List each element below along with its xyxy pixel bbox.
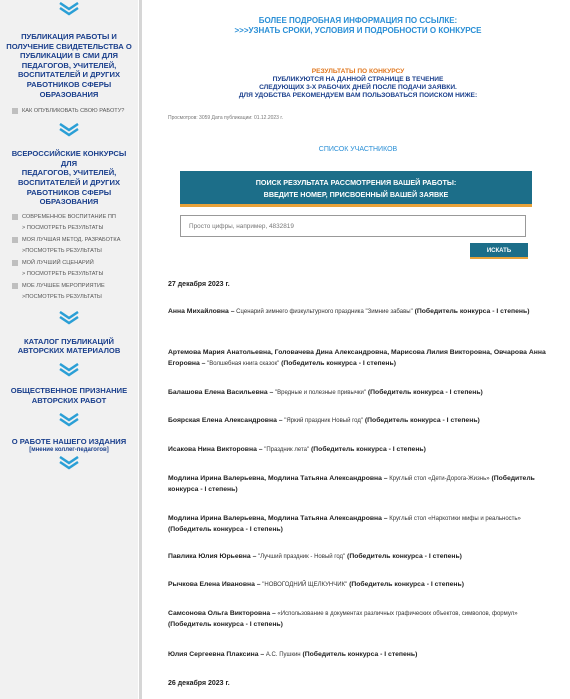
sidebar-results-link[interactable]: >ПОСМОТРЕТЬ РЕЗУЛЬТАТЫ xyxy=(22,293,102,300)
sidebar-results-link[interactable]: > ПОСМОТРЕТЬ РЕЗУЛЬТАТЫ xyxy=(22,224,104,231)
list-item: Артемова Мария Анатольевна, Головачева Дина Александровна, Марисова Лилия Викторовна, Овчарова Анна Егоровна – "Волшебная книга сказок" (Победитель конкурса - I степень) xyxy=(168,349,546,367)
sidebar-item-contest[interactable]: МОЯ ЛУЧШАЯ МЕТОД. РАЗРАБОТКА xyxy=(12,234,138,246)
chevron-down-icon xyxy=(58,2,80,16)
list-item: Самсонова Ольга Викторовна – «Использование в документах различных графических объектов, символов, формул» (Победитель конкурса - I степень) xyxy=(168,610,518,628)
page-stats: Просмотров: 3059 Дата публикации: 01.12.2023 г. xyxy=(168,115,283,121)
sidebar-item-contest[interactable]: МОЙ ЛУЧШИЙ СЦЕНАРИЙ xyxy=(12,257,138,269)
sidebar-contests-block[interactable]: ВСЕРОССИЙСКИЕ КОНКУРСЫ ДЛЯ ПЕДАГОГОВ, УЧИТЕЛЕЙ, ВОСПИТАТЕЛЕЙ И ДРУГИХ РАБОТНИКОВ СФЕРЫ ОБРАЗОВАНИЯ xyxy=(11,149,127,207)
sidebar-divider xyxy=(139,0,142,699)
date-heading: 26 декабря 2023 г. xyxy=(168,680,230,687)
sidebar-catalog-link[interactable]: КАТАЛОГ ПУБЛИКАЦИЙ АВТОРСКИХ МАТЕРИАЛОВ xyxy=(17,336,121,356)
sidebar xyxy=(0,0,138,699)
bullet-icon xyxy=(12,214,18,220)
chevron-down-icon xyxy=(58,123,80,137)
search-panel: ПОИСК РЕЗУЛЬТАТА РАССМОТРЕНИЯ ВАШЕЙ РАБОТЫ: ВВЕДИТЕ НОМЕР, ПРИСВОЕННЫЙ ВАШЕЙ ЗАЯВКЕ xyxy=(180,171,532,207)
sidebar-recognition-link[interactable]: ОБЩЕСТВЕННОЕ ПРИЗНАНИЕ АВТОРСКИХ РАБОТ xyxy=(10,385,128,405)
chevron-down-icon xyxy=(58,363,80,377)
list-item: Павлика Юлия Юрьевна – "Лучший праздник - Новый год" (Победитель конкурса - I степень) xyxy=(168,553,462,560)
bullet-icon xyxy=(12,283,18,289)
results-notice: РЕЗУЛЬТАТЫ ПО КОНКУРСУ ПУБЛИКУЮТСЯ НА ДАННОЙ СТРАНИЦЕ В ТЕЧЕНИЕ СЛЕДУЮЩИХ 3-Х РАБОЧИХ ДНЕЙ ПОСЛЕ ПОДАЧИ ЗАЯВКИ. ДЛЯ УДОБСТВА РЕКОМЕНДУЕМ ВАМ ПОЛЬЗОВАТЬСЯ ПОИСКОМ НИЖЕ: xyxy=(238,68,478,99)
search-input[interactable]: Просто цифры, например, 4832819 xyxy=(180,215,526,237)
chevron-down-icon xyxy=(58,456,80,470)
participants-list-link[interactable]: СПИСОК УЧАСТНИКОВ xyxy=(318,146,398,153)
chevron-down-icon xyxy=(58,311,80,325)
search-button[interactable]: ИСКАТЬ xyxy=(470,243,528,259)
sidebar-item-how-to[interactable]: КАК ОПУБЛИКОВАТЬ СВОЮ РАБОТУ? xyxy=(12,105,138,117)
bullet-icon xyxy=(12,260,18,266)
list-item: Анна Михайловна – Сценарий зимнего физкультурного праздника "Зимние забавы" (Победитель конкурса - I степень) xyxy=(168,308,530,315)
contest-details-link[interactable]: >>>УЗНАТЬ СРОКИ, УСЛОВИЯ И ПОДРОБНОСТИ О КОНКУРСЕ xyxy=(234,26,482,35)
list-item: Балашова Елена Васильевна – "Вредные и полезные привычки" (Победитель конкурса - I степень) xyxy=(168,389,483,396)
list-item: Юлия Сергеевна Плаксина – А.С. Пушкин (Победитель конкурса - I степень) xyxy=(168,651,418,658)
list-item: Исакова Нина Викторовна – "Праздник лета" (Победитель конкурса - I степень) xyxy=(168,446,426,453)
list-item: Боярская Елена Александровна – "Яркий праздник Новый год" (Победитель конкурса - I степень) xyxy=(168,417,480,424)
sidebar-contest-list xyxy=(0,211,138,303)
date-heading: 27 декабря 2023 г. xyxy=(168,281,230,288)
list-item: Рычкова Елена Ивановна – "НОВОГОДНИЙ ЩЕЛКУНЧИК" (Победитель конкурса - I степень) xyxy=(168,581,464,588)
sidebar-results-link[interactable]: >ПОСМОТРЕТЬ РЕЗУЛЬТАТЫ xyxy=(22,247,102,254)
sidebar-results-link[interactable]: > ПОСМОТРЕТЬ РЕЗУЛЬТАТЫ xyxy=(22,270,104,277)
bullet-icon xyxy=(12,108,18,114)
sidebar-publication-block[interactable]: ПУБЛИКАЦИЯ РАБОТЫ И ПОЛУЧЕНИЕ СВИДЕТЕЛЬСТВА О ПУБЛИКАЦИИ В СМИ ДЛЯ ПЕДАГОГОВ, УЧИТЕЛЕЙ, ВОСПИТАТЕЛЕЙ И ДРУГИХ РАБОТНИКОВ СФЕРЫ ОБРАЗОВАНИЯ xyxy=(6,32,132,99)
sidebar-about-link[interactable]: О РАБОТЕ НАШЕГО ИЗДАНИЯ xyxy=(11,437,127,447)
sidebar-about-sub[interactable]: [мнение коллег-педагогов] xyxy=(29,446,109,453)
more-info-header: БОЛЕЕ ПОДРОБНАЯ ИНФОРМАЦИЯ ПО ССЫЛКЕ: >>>УЗНАТЬ СРОКИ, УСЛОВИЯ И ПОДРОБНОСТИ О КОНКУРСЕ xyxy=(160,16,556,36)
bullet-icon xyxy=(12,237,18,243)
sidebar-item-contest[interactable]: СОВРЕМЕННОЕ ВОСПИТАНИЕ ПП xyxy=(12,211,138,223)
list-item: Модлина Ирина Валерьевна, Модлина Татьяна Александровна – Круглый стол «Наркотики мифы и реальность» (Победитель конкурса - I степень) xyxy=(168,515,521,533)
sidebar-item-contest[interactable]: МОЕ ЛУЧШЕЕ МЕРОПРИЯТИЕ xyxy=(12,280,138,292)
chevron-down-icon xyxy=(58,413,80,427)
list-item: Модлина Ирина Валерьевна, Модлина Татьяна Александровна – Круглый стол «Дети-Дорога-Жизнь» (Победитель конкурса - I степень) xyxy=(168,475,535,493)
